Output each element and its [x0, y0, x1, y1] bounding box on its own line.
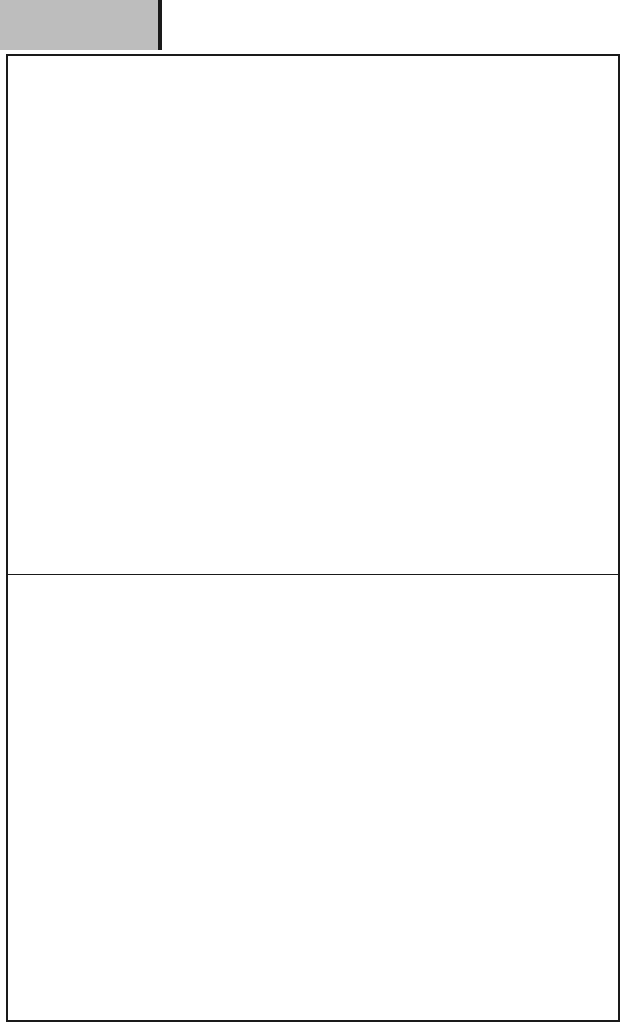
section-divider: [8, 574, 618, 575]
featured-problem-badge: [0, 0, 162, 50]
table-spacer: [28, 70, 600, 264]
graph-choices: [0, 840, 626, 1020]
page-header: [0, 0, 626, 50]
passage: [28, 70, 600, 264]
